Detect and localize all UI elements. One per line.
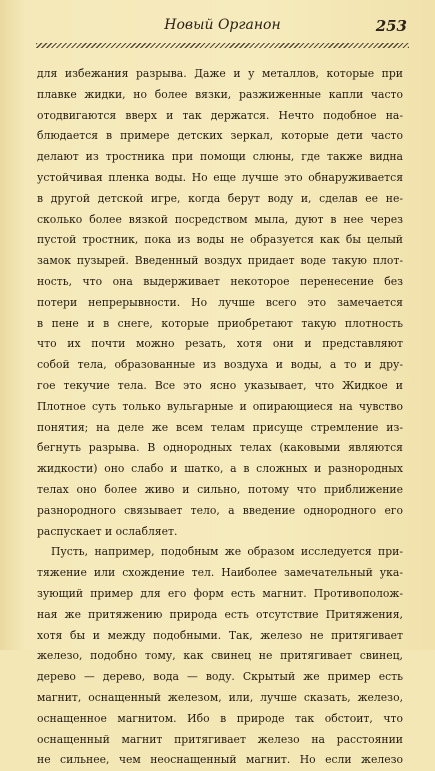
text-line: в другой детской игре, когда берут воду и, сделав ее не-	[37, 191, 403, 205]
text-line: магнит, оснащенный железом, или, лучше сказать, железо,	[37, 690, 403, 704]
text-line: гое текучие тела. Все это ясно указывает, что Жидкое и	[37, 378, 403, 392]
text-line: жидкости) оно слабо и шатко, а в сложных и разнородных	[37, 462, 403, 476]
text-line: разнородного связывает тело, а введение однородного его	[37, 503, 403, 517]
text-line: пустой тростник, пока из воды не образуется как бы целый	[37, 233, 403, 247]
text-line: что их почти можно резать, хотя они и представляют	[37, 337, 403, 351]
text-line: ная же притяжению природа есть отсутствие Притяжения,	[37, 607, 403, 621]
text-line: потери непрерывности. Но лучше всего это замечается	[37, 295, 403, 309]
body-text	[37, 64, 403, 771]
text-line: оснащенный магнит притягивает железо на расстоянии	[37, 732, 403, 746]
text-line: блюдается в примере детских зеркал, которые дети часто	[37, 129, 403, 143]
text-line: устойчивая пленка воды. Но еще лучше это обнаруживается	[37, 170, 403, 184]
text-line: ность, что она выдерживает некоторое перенесение без	[37, 274, 403, 288]
paragraph-end-line: распускает и ослабляет.	[37, 524, 178, 538]
paragraph-first-line: Пусть, например, подобным же образом исследуется при-	[51, 545, 403, 559]
text-line: хотя бы и между подобными. Так, железо не притягивает	[37, 628, 403, 642]
text-line: делают из тростника при помощи слюны, где также видна	[37, 150, 403, 164]
text-line: сколько более вязкой посредством мыла, дуют в нее через	[37, 212, 403, 226]
text-line: замок пузырей. Введенный воздух придает воде такую плот-	[37, 254, 403, 268]
text-line: дерево — дерево, вода — воду. Скрытый же пример есть	[37, 670, 403, 684]
text-line: в пене и в снеге, которые приобретают такую плотность	[37, 316, 403, 330]
page-number: 253	[375, 17, 407, 35]
running-title: Новый Органон	[164, 17, 281, 33]
text-line: собой тела, образованные из воздуха и воды, а то и дру-	[37, 358, 403, 372]
text-line: плавке жидки, но более вязки, разжиженные капли часто	[37, 87, 403, 101]
text-line: Плотное суть только вульгарные и опирающиеся на чувство	[37, 399, 403, 413]
text-line: зующий пример для его форм есть магнит. Противополож-	[37, 586, 403, 600]
text-line: оснащенное магнитом. Ибо в природе так обстоит, что	[37, 711, 403, 725]
header-ornamental-rule	[36, 43, 409, 48]
text-line: не сильнее, чем неоснащенный магнит. Но если железо	[37, 753, 403, 767]
text-line: для избежания разрыва. Даже и у металлов, которые при	[37, 67, 403, 80]
text-line: отодвигаются вверх и так держатся. Нечто подобное на-	[37, 108, 403, 122]
text-line: тяжение или схождение тел. Наиболее замечательный ука-	[37, 566, 403, 580]
page-header	[38, 17, 407, 39]
text-line: телах оно более живо и сильно, потому что приближение	[37, 482, 403, 496]
text-line: бегнуть разрыва. В однородных телах (каковыми являются	[37, 441, 403, 455]
text-line: железо, подобно тому, как свинец не притягивает свинец,	[37, 649, 403, 663]
text-line: понятия; на деле же всем телам присуще стремление из-	[37, 420, 403, 434]
